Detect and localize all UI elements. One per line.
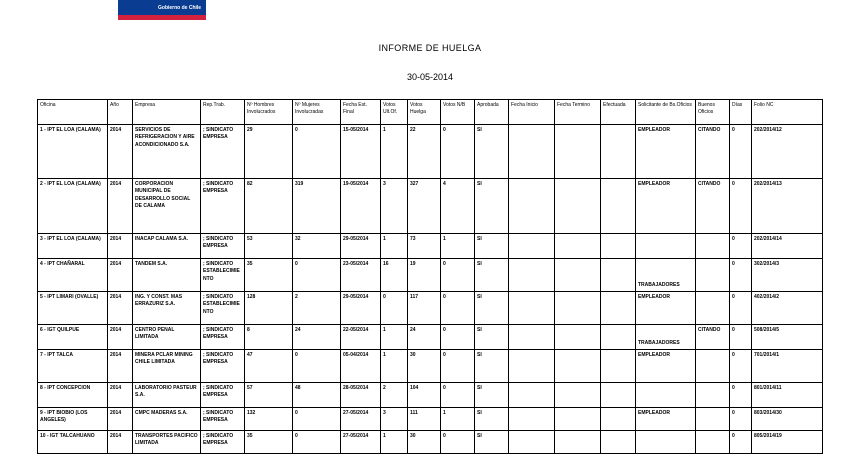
table-cell: 29-05/2014 xyxy=(341,292,381,325)
table-cell xyxy=(696,383,730,408)
table-cell: 701/2014/1 xyxy=(752,350,823,383)
table-cell: CITANDO xyxy=(696,125,730,179)
table-cell: ; SINDICATO EMPRESA xyxy=(201,350,245,383)
table-cell: 0 xyxy=(730,325,752,350)
table-cell: ; SINDICATO ESTABLECIMIENTO xyxy=(201,292,245,325)
table-cell: 22 xyxy=(408,125,441,179)
table-cell xyxy=(555,408,601,431)
table-cell: 0 xyxy=(441,431,475,454)
strike-report-table xyxy=(37,99,823,454)
table-cell: 0 xyxy=(293,431,341,454)
table-cell: 0 xyxy=(730,125,752,179)
table-cell: 0 xyxy=(730,408,752,431)
table-cell xyxy=(636,431,696,454)
table-cell xyxy=(509,350,555,383)
table-cell xyxy=(696,431,730,454)
table-row xyxy=(38,431,823,454)
table-cell: TRABAJADORES xyxy=(636,325,696,350)
table-cell: 202/2014/14 xyxy=(752,234,823,259)
table-cell: 0 xyxy=(381,292,408,325)
table-cell: ; SINDICATO ESTABLECIMIENTO xyxy=(201,259,245,292)
table-row xyxy=(38,179,823,234)
table-cell: ; SINDICATO EMPRESA xyxy=(201,234,245,259)
table-cell: SI xyxy=(475,431,509,454)
table-cell xyxy=(555,234,601,259)
table-cell: 22-05/2014 xyxy=(341,325,381,350)
column-header: Rep.Trab. xyxy=(201,100,245,125)
table-cell: 32 xyxy=(293,234,341,259)
table-cell: 6 - IGT QUILPUE xyxy=(38,325,108,350)
table-cell: 117 xyxy=(408,292,441,325)
table-cell xyxy=(555,292,601,325)
table-cell: 0 xyxy=(441,383,475,408)
table-cell: 0 xyxy=(730,292,752,325)
table-cell: 73 xyxy=(408,234,441,259)
table-cell xyxy=(601,431,636,454)
table-cell xyxy=(696,259,730,292)
table-cell: CORPORACION MUNICIPAL DE DESARROLLO SOCIAL DE CALAMA xyxy=(133,179,201,234)
table-cell xyxy=(601,259,636,292)
column-header: Votos Huelga xyxy=(408,100,441,125)
table-cell xyxy=(509,325,555,350)
table-cell xyxy=(601,350,636,383)
table-cell xyxy=(696,234,730,259)
table-cell: 5 - IPT LIMARI (OVALLE) xyxy=(38,292,108,325)
table-cell: 2014 xyxy=(108,234,133,259)
table-cell: 801/2014/11 xyxy=(752,383,823,408)
table-cell: 2014 xyxy=(108,179,133,234)
table-cell: 7 - IPT TALCA xyxy=(38,350,108,383)
table-cell xyxy=(555,431,601,454)
table-cell: 2 xyxy=(293,292,341,325)
report-title: INFORME DE HUELGA xyxy=(378,43,482,53)
table-cell: TRANSPORTES PACIFICO LIMITADA xyxy=(133,431,201,454)
table-cell: 202/2014/13 xyxy=(752,179,823,234)
table-cell: 23-05/2014 xyxy=(341,259,381,292)
table-cell xyxy=(509,408,555,431)
table-cell: 2014 xyxy=(108,383,133,408)
table-cell: SI xyxy=(475,292,509,325)
table-cell: 8 - IPT CONCEPCION xyxy=(38,383,108,408)
table-cell xyxy=(696,408,730,431)
table-cell: 27-05/2014 xyxy=(341,431,381,454)
table-cell: SI xyxy=(475,125,509,179)
column-header: Empresa xyxy=(133,100,201,125)
table-cell: 4 - IPT CHAÑARAL xyxy=(38,259,108,292)
table-cell: CMPC MADERAS S.A. xyxy=(133,408,201,431)
table-cell: 24 xyxy=(408,325,441,350)
table-cell xyxy=(696,350,730,383)
table-cell: 0 xyxy=(441,325,475,350)
table-cell: SI xyxy=(475,179,509,234)
table-cell: 3 - IPT EL LOA (CALAMA) xyxy=(38,234,108,259)
report-date: 30-05-2014 xyxy=(406,72,454,82)
table-cell: 30 xyxy=(408,350,441,383)
table-cell: 0 xyxy=(293,125,341,179)
table-cell: 3 xyxy=(381,408,408,431)
table-cell xyxy=(601,408,636,431)
table-row xyxy=(38,383,823,408)
table-cell: 1 xyxy=(381,325,408,350)
table-cell: 327 xyxy=(408,179,441,234)
table-cell: 0 xyxy=(441,259,475,292)
table-cell: 0 xyxy=(441,350,475,383)
table-cell xyxy=(601,292,636,325)
table-cell: ; SINDICATO EMPRESA xyxy=(201,383,245,408)
table-cell: TRABAJADORES xyxy=(636,259,696,292)
table-cell: CITANDO xyxy=(696,179,730,234)
table-cell: TANDEM S.A. xyxy=(133,259,201,292)
table-cell xyxy=(509,292,555,325)
table-cell: 0 xyxy=(730,179,752,234)
table-cell xyxy=(509,259,555,292)
table-cell: 9 - IPT BIOBIO (LOS ANGELES) xyxy=(38,408,108,431)
table-cell: 302/2014/3 xyxy=(752,259,823,292)
table-cell: EMPLEADOR xyxy=(636,350,696,383)
table-cell xyxy=(509,234,555,259)
column-header: Año xyxy=(108,100,133,125)
column-header: Nº Mujeres Involucradas xyxy=(293,100,341,125)
table-row xyxy=(38,125,823,179)
column-header: Fecha Inicio xyxy=(509,100,555,125)
table-cell: 19-05/2014 xyxy=(341,179,381,234)
table-cell: 0 xyxy=(730,431,752,454)
table-cell: 19 xyxy=(408,259,441,292)
table-cell: 319 xyxy=(293,179,341,234)
table-cell: 82 xyxy=(245,179,293,234)
column-header: Votos N/B xyxy=(441,100,475,125)
table-cell: 803/2014/30 xyxy=(752,408,823,431)
table-cell: 10 - IGT TALCAHUANO xyxy=(38,431,108,454)
column-header: Votos Ult.Of. xyxy=(381,100,408,125)
table-cell: ; SINDICATO EMPRESA xyxy=(201,408,245,431)
table-cell xyxy=(601,125,636,179)
table-cell: 0 xyxy=(730,383,752,408)
table-cell xyxy=(555,350,601,383)
table-cell xyxy=(636,234,696,259)
table-cell xyxy=(601,325,636,350)
table-cell: 24 xyxy=(293,325,341,350)
table-cell: CITANDO xyxy=(696,325,730,350)
table-cell: MINERA PCLAR MINING CHILE LIMITADA xyxy=(133,350,201,383)
table-header-row xyxy=(38,100,823,125)
table-cell: EMPLEADOR xyxy=(636,179,696,234)
table-cell: SERVICIOS DE REFRIGERACION Y AIRE ACONDICIONADO S.A. xyxy=(133,125,201,179)
table-cell xyxy=(555,259,601,292)
table-cell: 48 xyxy=(293,383,341,408)
table-cell: 8 xyxy=(245,325,293,350)
column-header: Días xyxy=(730,100,752,125)
table-cell xyxy=(696,292,730,325)
table-cell: 1 xyxy=(441,234,475,259)
table-cell: 2014 xyxy=(108,408,133,431)
table-cell: 2014 xyxy=(108,431,133,454)
table-row xyxy=(38,259,823,292)
column-header: Efectuada xyxy=(601,100,636,125)
table-cell xyxy=(509,431,555,454)
table-cell: 53 xyxy=(245,234,293,259)
table-cell: 508/2014/5 xyxy=(752,325,823,350)
table-cell: 0 xyxy=(730,350,752,383)
table-cell: INACAP CALAMA S.A. xyxy=(133,234,201,259)
table-cell xyxy=(601,179,636,234)
table-cell xyxy=(509,383,555,408)
table-cell: 2014 xyxy=(108,259,133,292)
table-cell: 0 xyxy=(293,350,341,383)
gobierno-logo-stripe xyxy=(118,15,206,20)
table-cell xyxy=(601,234,636,259)
table-cell: 104 xyxy=(408,383,441,408)
table-cell: 0 xyxy=(730,259,752,292)
table-cell xyxy=(509,125,555,179)
table-cell: EMPLEADOR xyxy=(636,292,696,325)
table-cell: 4 xyxy=(441,179,475,234)
table-cell: 0 xyxy=(293,408,341,431)
table-cell xyxy=(555,179,601,234)
table-cell: 3 xyxy=(381,179,408,234)
table-cell: EMPLEADOR xyxy=(636,408,696,431)
table-cell: 47 xyxy=(245,350,293,383)
table-cell: ; SINDICATO EMPRESA xyxy=(201,179,245,234)
table-cell: 1 xyxy=(441,408,475,431)
table-cell: 0 xyxy=(441,125,475,179)
table-cell xyxy=(555,325,601,350)
table-cell: LABORATORIO PASTEUR S.A. xyxy=(133,383,201,408)
table-cell: ; SINDICATO EMPRESA xyxy=(201,125,245,179)
column-header: Fecha Termino xyxy=(555,100,601,125)
table-cell: 30 xyxy=(408,431,441,454)
table-row xyxy=(38,325,823,350)
table-cell: CENTRO PENAL LIMITADA xyxy=(133,325,201,350)
table-cell: 2014 xyxy=(108,325,133,350)
table-cell: 2 xyxy=(381,383,408,408)
table-cell: 1 xyxy=(381,350,408,383)
column-header: Buenos Oficios xyxy=(696,100,730,125)
table-cell xyxy=(555,125,601,179)
table-cell: 111 xyxy=(408,408,441,431)
column-header: Oficina xyxy=(38,100,108,125)
table-cell: SI xyxy=(475,383,509,408)
table-cell: 2014 xyxy=(108,350,133,383)
table-cell xyxy=(555,383,601,408)
table-cell xyxy=(636,383,696,408)
table-cell: 805/2014/19 xyxy=(752,431,823,454)
table-cell: 35 xyxy=(245,431,293,454)
table-cell: 2014 xyxy=(108,125,133,179)
table-cell: 35 xyxy=(245,259,293,292)
table-cell: SI xyxy=(475,259,509,292)
table-cell: 1 - IPT EL LOA (CALAMA) xyxy=(38,125,108,179)
table-cell: 402/2014/2 xyxy=(752,292,823,325)
table-cell: 1 xyxy=(381,234,408,259)
column-header: Nº Hombres Involucrados xyxy=(245,100,293,125)
table-cell: 29 xyxy=(245,125,293,179)
table-cell: SI xyxy=(475,408,509,431)
table-cell: 132 xyxy=(245,408,293,431)
table-cell: SI xyxy=(475,325,509,350)
column-header: Fecha Est. Final xyxy=(341,100,381,125)
table-cell: 1 xyxy=(381,431,408,454)
table-cell: SI xyxy=(475,234,509,259)
table-cell: 0 xyxy=(730,234,752,259)
table-cell: 28-05/2014 xyxy=(341,383,381,408)
table-cell: 0 xyxy=(293,259,341,292)
table-row xyxy=(38,234,823,259)
table-cell: 128 xyxy=(245,292,293,325)
table-cell: 29-05/2014 xyxy=(341,234,381,259)
column-header: Solicitante de Bs.Oficios xyxy=(636,100,696,125)
table-cell: ; SINDICATO EMPRESA xyxy=(201,325,245,350)
table-cell: 05-04/2014 xyxy=(341,350,381,383)
table-cell: 1 xyxy=(381,125,408,179)
table-cell: 16 xyxy=(381,259,408,292)
table-cell xyxy=(509,179,555,234)
table-cell: ; SINDICATO EMPRESA xyxy=(201,431,245,454)
table-cell: 202/2014/12 xyxy=(752,125,823,179)
table-cell: 57 xyxy=(245,383,293,408)
table-cell xyxy=(601,383,636,408)
table-cell: ING. Y CONST. MAS ERRAZURIZ S.A. xyxy=(133,292,201,325)
table-cell: 0 xyxy=(441,292,475,325)
logo-text: Gobierno de Chile xyxy=(158,5,202,11)
table-cell: 27-05/2014 xyxy=(341,408,381,431)
column-header: Folio NC xyxy=(752,100,823,125)
table-cell: 15-05/2014 xyxy=(341,125,381,179)
table-cell: 2014 xyxy=(108,292,133,325)
table-cell: EMPLEADOR xyxy=(636,125,696,179)
table-row xyxy=(38,350,823,383)
table-cell: 2 - IPT EL LOA (CALAMA) xyxy=(38,179,108,234)
table-row xyxy=(38,292,823,325)
table-row xyxy=(38,408,823,431)
column-header: Aprobada xyxy=(475,100,509,125)
table-cell: SI xyxy=(475,350,509,383)
